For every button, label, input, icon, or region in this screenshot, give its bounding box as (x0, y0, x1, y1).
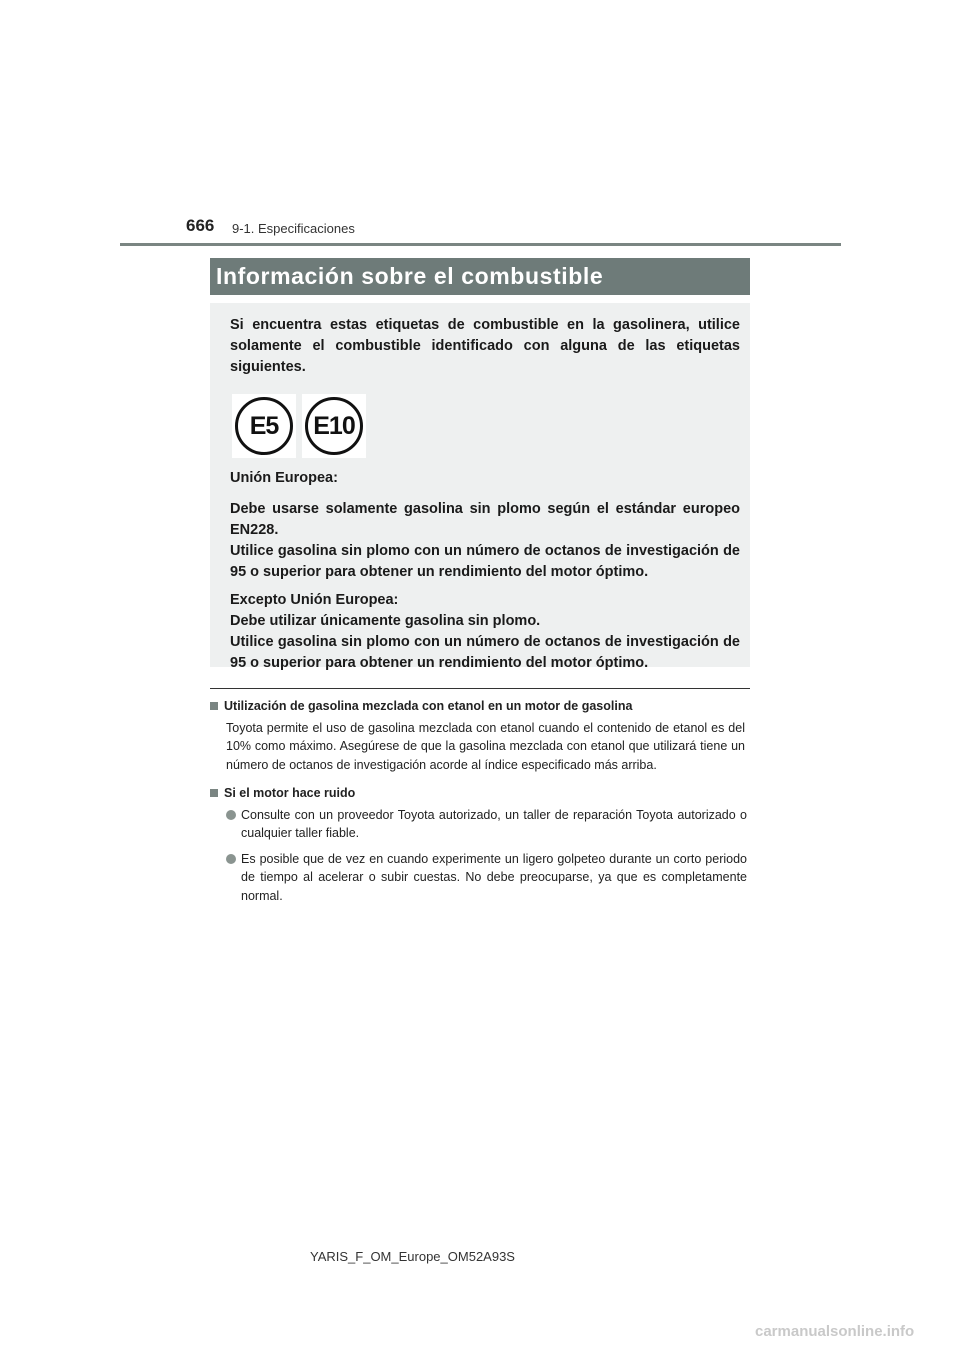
eu-text-2: Utilice gasolina sin plomo con un número de octanos de investigación de 95 o superior para obtener un rendimiento del motor óptimo. (230, 543, 740, 580)
eu-text-1: Debe usarse solamente gasolina sin plomo según el estándar europeo EN228. (230, 501, 740, 538)
non-eu-text-2: Utilice gasolina sin plomo con un número de octanos de investigación de 95 o superior para obtener un rendimiento del motor óptimo. (230, 634, 740, 671)
circle-bullet-icon (226, 854, 236, 864)
noise-bullet-1 (226, 806, 747, 843)
notes-section (210, 697, 750, 905)
intro-text: Si encuentra estas etiquetas de combustible en la gasolinera, utilice solamente el combustible identificado con alguna de las etiquetas siguientes. (230, 317, 740, 375)
noise-bullet-2-text: Es posible que de vez en cuando experimente un ligero golpeteo durante un corto periodo de tiempo al acelerar o subir cuestas. No debe preocuparse, ya que es completamente normal. (241, 851, 747, 903)
ethanol-note-body: Toyota permite el uso de gasolina mezclada con etanol cuando el contenido de etanol es del 10% como máximo. Asegúrese de que la gasolina mezclada con etanol que utilizará tiene un número de octanos de investigación acorde al índice especificado más arriba. (226, 720, 745, 772)
noise-note-heading (210, 784, 750, 803)
fuel-label-e5-text: E5 (235, 397, 293, 455)
circle-bullet-icon (226, 810, 236, 820)
fuel-labels (232, 394, 740, 458)
fuel-info-box (210, 303, 750, 671)
fuel-label-e10-text: E10 (305, 397, 363, 455)
notes-divider (210, 688, 750, 689)
ethanol-note-heading-text: Utilización de gasolina mezclada con etanol en un motor de gasolina (224, 699, 633, 713)
square-bullet-icon (210, 702, 218, 710)
non-eu-text-1: Debe utilizar únicamente gasolina sin plomo. (230, 613, 541, 629)
non-eu-heading: Excepto Unión Europea: (230, 592, 399, 608)
page-number: 666 (186, 216, 215, 235)
fuel-label-e10 (302, 394, 366, 458)
eu-heading: Unión Europea: (230, 470, 338, 486)
watermark: carmanualsonline.info (755, 1323, 915, 1340)
ethanol-note-heading (210, 697, 750, 716)
header-divider (120, 243, 841, 246)
section-title-bar (210, 258, 750, 295)
noise-bullet-1-text: Consulte con un proveedor Toyota autorizado, un taller de reparación Toyota autorizado o cualquier taller fiable. (241, 807, 747, 840)
document-code: YARIS_F_OM_Europe_OM52A93S (310, 1249, 515, 1264)
square-bullet-icon (210, 789, 218, 797)
section-reference: 9-1. Especificaciones (232, 221, 355, 236)
fuel-label-e5 (232, 394, 296, 458)
noise-bullet-2 (226, 850, 747, 906)
noise-note-heading-text: Si el motor hace ruido (224, 786, 356, 800)
section-title: Información sobre el combustible (216, 263, 604, 289)
